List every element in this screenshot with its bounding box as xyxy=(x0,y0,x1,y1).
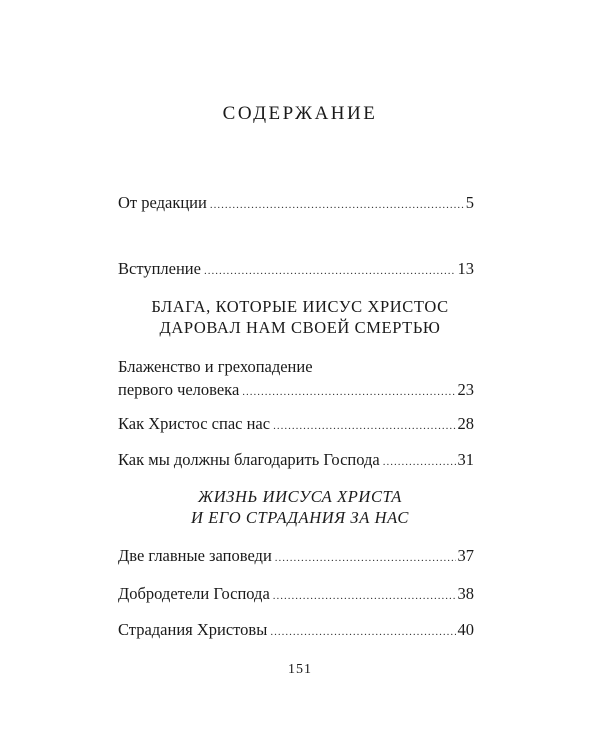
section-heading xyxy=(0,486,600,528)
section-heading-line: ДАРОВАЛ НАМ СВОЕЙ СМЕРТЬЮ xyxy=(159,318,441,337)
toc-entry-page: 38 xyxy=(457,584,474,603)
toc-entry xyxy=(118,414,474,436)
toc-entry xyxy=(118,450,474,472)
dot-leader xyxy=(242,382,455,402)
toc-entry-page: 23 xyxy=(457,380,474,399)
dot-leader xyxy=(275,548,456,568)
dot-leader xyxy=(210,195,464,215)
section-heading-line: ЖИЗНЬ ИИСУСА ХРИСТА xyxy=(198,487,402,506)
toc-entry-label: От редакции xyxy=(118,193,207,212)
toc-entry-label: Как мы должны благодарить Господа xyxy=(118,450,380,469)
dot-leader xyxy=(273,586,456,606)
toc-entry-page: 13 xyxy=(457,259,474,278)
page-number: 151 xyxy=(288,662,312,677)
toc-entry-label: Страдания Христовы xyxy=(118,620,268,639)
toc-entry-label: Вступление xyxy=(118,259,201,278)
section-heading-line: И ЕГО СТРАДАНИЯ ЗА НАС xyxy=(191,508,409,527)
dot-leader xyxy=(204,261,456,281)
toc-entry xyxy=(118,259,474,281)
dot-leader xyxy=(273,416,455,436)
toc-entry-page: 31 xyxy=(457,450,474,469)
toc-entry-page: 5 xyxy=(465,193,474,212)
toc-entry xyxy=(118,546,474,568)
toc-entry xyxy=(118,584,474,606)
toc-entry-page: 37 xyxy=(457,546,474,565)
toc-entry-label: Добродетели Господа xyxy=(118,584,270,603)
toc-entry-page: 28 xyxy=(457,414,474,433)
toc-entry-page: 40 xyxy=(457,620,474,639)
toc-entry xyxy=(118,620,474,642)
dot-leader xyxy=(270,622,455,642)
dot-leader xyxy=(383,452,456,472)
toc-entry-label: Как Христос спас нас xyxy=(118,414,271,433)
section-heading xyxy=(0,296,600,338)
toc-entry xyxy=(118,357,474,402)
toc-entry-label: первого человека xyxy=(118,380,240,399)
section-heading-line: БЛАГА, КОТОРЫЕ ИИСУС ХРИСТОС xyxy=(151,297,449,316)
toc-entry-label-line1: Блаженство и грехопадение xyxy=(118,357,313,376)
page-title: СОДЕРЖАНИЕ xyxy=(222,103,378,124)
toc-entry-label: Две главные заповеди xyxy=(118,546,272,565)
toc-entry xyxy=(118,193,474,215)
